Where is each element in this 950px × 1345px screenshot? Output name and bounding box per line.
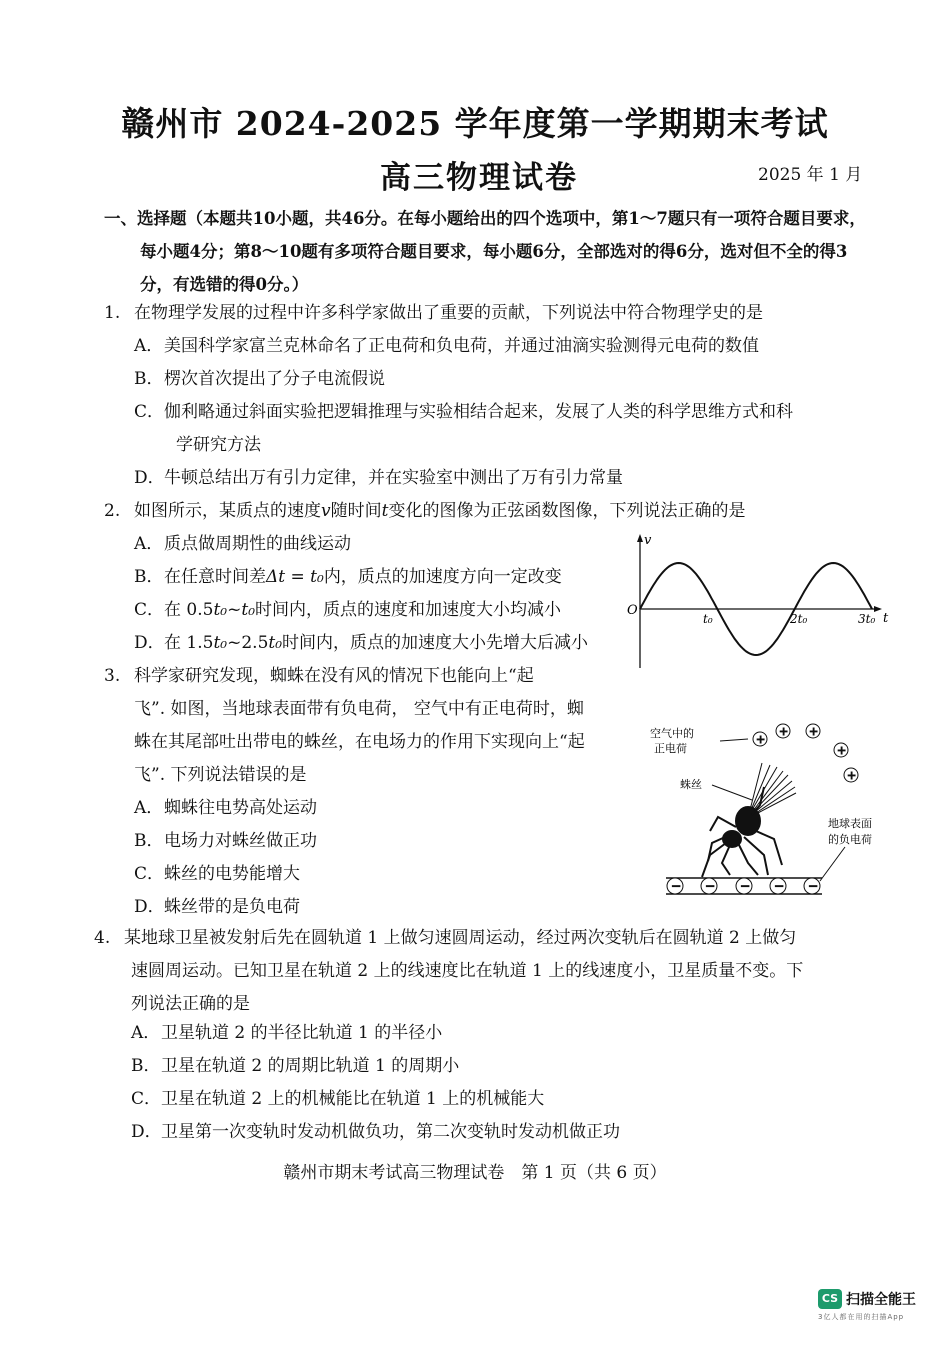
svg-text:+: + [847, 769, 857, 782]
option-b: B．楞次首次提出了分子电流假说 [134, 369, 385, 389]
option-c: C．在 0.5t₀~t₀时间内，质点的速度和加速度大小均减小 [134, 600, 562, 620]
svg-text:+: + [779, 725, 789, 738]
question-3: 3. 科学家研究发现，蜘蛛在没有风的情况下也能向上“起 飞”. 如图，当地球表面带有负电荷， 空气中有正电荷时，蜘 蛛在其尾部吐出带电的蛛丝，在电场力的作用下实现向上“起 飞”. 下列说法错误的是 [104, 660, 644, 792]
question-number: 2. [104, 501, 121, 521]
air-label-2: 正电荷 [654, 742, 687, 755]
svg-text:−: − [774, 879, 785, 893]
option-b: B．电场力对蛛丝做正功 [134, 831, 317, 851]
question-number: 1. [104, 303, 121, 323]
q4-options [131, 1017, 871, 1149]
svg-text:−: − [808, 879, 819, 893]
cs-tagline: 3亿人都在用的扫描App [818, 1312, 905, 1321]
option-b: B．卫星在轨道 2 的周期比轨道 1 的周期小 [131, 1056, 460, 1076]
exam-date: 2025 年 1 月 [758, 165, 863, 185]
scanner-watermark [818, 1288, 916, 1322]
spider-silk [750, 763, 796, 814]
velocity-time-graph [622, 530, 892, 670]
paper-subtitle: 高三物理试卷 [380, 160, 578, 196]
page-footer: 赣州市期末考试高三物理试卷 第 1 页（共 6 页） [283, 1163, 667, 1183]
section-instructions [104, 202, 874, 301]
negative-charges [667, 878, 820, 894]
question-2: 2. 如图所示，某质点的速度v随时间t变化的图像为正弦函数图像，下列说法正确的是 [104, 495, 874, 528]
question-stem: 在物理学发展的过程中许多科学家做出了重要的贡献，下列说法中符合物理学史的是 [134, 303, 763, 323]
option-c: C．蛛丝的电势能增大 [134, 864, 300, 884]
origin-label: O [627, 603, 638, 618]
question-number: 4. [94, 928, 111, 948]
earth-label-1: 地球表面 [828, 817, 872, 830]
question-4: 4. 某地球卫星被发射后先在圆轨道 1 上做匀速圆周运动，经过两次变轨后在圆轨道 2 上做匀 速圆周运动。已知卫星在轨道 2 上的线速度比在轨道 1 上的线速度小，卫星质量不变。下 列说法正确的是 [94, 922, 884, 1021]
q3-options [134, 792, 614, 924]
question-number: 3. [104, 666, 121, 686]
svg-text:+: + [756, 733, 766, 746]
question-1 [104, 297, 874, 330]
earth-label-2: 的负电荷 [828, 833, 872, 846]
option-a: A．美国科学家富兰克林命名了正电荷和负电荷，并通过油滴实验测得元电荷的数值 [134, 336, 759, 356]
option-b: B．在任意时间差Δt = t₀内，质点的加速度方向一定改变 [134, 567, 562, 587]
svg-text:+: + [809, 725, 819, 738]
q2-options [134, 528, 624, 660]
option-c: C．卫星在轨道 2 上的机械能比在轨道 1 上的机械能大 [131, 1089, 545, 1109]
silk-label: 蛛丝 [680, 778, 702, 791]
svg-text:−: − [740, 879, 751, 893]
option-d: D．牛顿总结出万有引力定律，并在实验室中测出了万有引力常量 [134, 468, 623, 488]
tick-3t0: 3t₀ [858, 612, 876, 626]
y-axis-arrow [637, 534, 643, 542]
tick-2t0: 2t₀ [790, 612, 808, 626]
svg-text:−: − [671, 879, 682, 893]
exam-title: 赣州市 2024-2025 学年度第一学期期末考试 [121, 104, 829, 143]
spider [702, 787, 782, 877]
option-a: A．卫星轨道 2 的半径比轨道 1 的半径小 [131, 1023, 443, 1043]
svg-text:−: − [705, 879, 716, 893]
tick-t0: t₀ [703, 612, 713, 626]
cs-name: 扫描全能王 [846, 1291, 916, 1308]
x-axis-label: t [883, 611, 889, 626]
spider-figure [640, 715, 900, 905]
option-c: C．伽利略通过斜面实验把逻辑推理与实验相结合起来，发展了人类的科学思维方式和科 [134, 402, 793, 422]
section-label: 一、选择题 [104, 209, 187, 228]
option-a: A．蜘蛛往电势高处运动 [134, 798, 317, 818]
option-c-cont: 学研究方法 [176, 435, 261, 455]
option-a: A．质点做周期性的曲线运动 [134, 534, 351, 554]
cs-logo-icon: CS [818, 1289, 842, 1309]
option-d: D．在 1.5t₀~2.5t₀时间内，质点的加速度大小先增大后减小 [134, 633, 589, 653]
option-d: D．蛛丝带的是负电荷 [134, 897, 300, 917]
section-text: （本题共10小题，共46分。在每小题给出的四个选项中，第1～7题只有一项符合题目要求，每小题4分；第8～10题有多项符合题目要求，每小题6分，全部选对的得6分，选对但不全的得3分，有选错的得0分。） [140, 209, 866, 294]
option-d: D．卫星第一次变轨时发动机做负功，第二次变轨时发动机做正功 [131, 1122, 620, 1142]
svg-text:+: + [837, 744, 847, 757]
air-label-1: 空气中的 [650, 727, 694, 740]
q1-options [134, 330, 874, 495]
positive-charges [753, 724, 858, 782]
y-axis-label: v [644, 533, 652, 548]
